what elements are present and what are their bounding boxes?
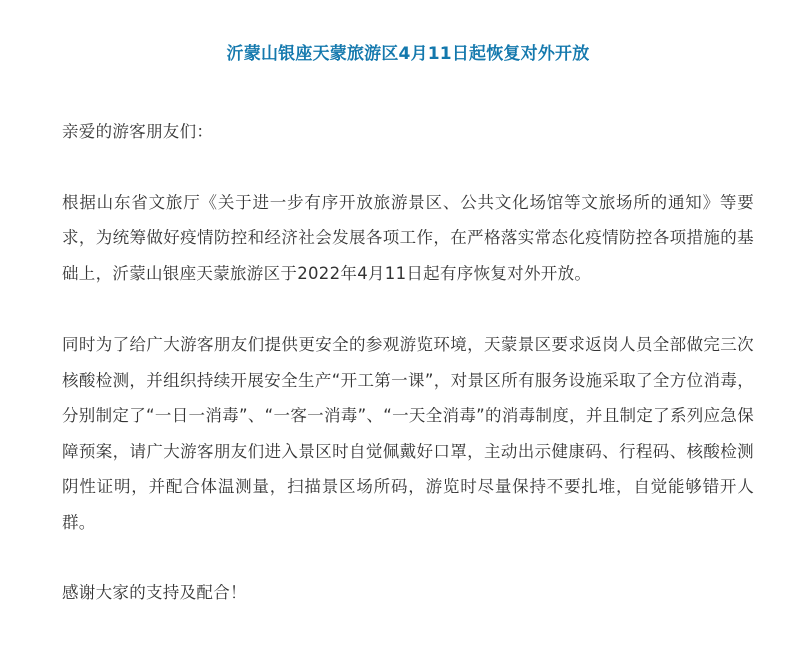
greeting: 亲爱的游客朋友们： bbox=[62, 122, 214, 141]
paragraph-safety-measures: 同时为了给广大游客朋友们提供更安全的参观游览环境，天蒙景区要求返岗人员全部做完三次核酸检测，并组织持续开展安全生产“开工第一课”，对景区所有服务设施采取了全方位消毒，分别制定了“一日一消毒”、“一客一消毒”、“一天全消毒”的消毒制度，并且制定了系列应急保障预案，请广大游客朋友们进入景区时自觉佩戴好口罩，主动出示健康码、行程码、核酸检测阴性证明，并配合体温测量，扫描景区场所码，游览时尽量保持不要扎堆，自觉能够错开人群。 bbox=[62, 335, 754, 532]
paragraph-reopening-notice: 根据山东省文旅厅《关于进一步有序开放旅游景区、公共文化场馆等文旅场所的通知》等要求，为统筹做好疫情防控和经济社会发展各项工作，在严格落实常态化疫情防控各项措施的基础上，沂蒙山银座天蒙旅游区于2022年4月11日起有序恢复对外开放。 bbox=[62, 192, 754, 283]
closing-thanks: 感谢大家的支持及配合！ bbox=[62, 583, 247, 602]
article bbox=[62, 0, 754, 611]
article-title: 沂蒙山银座天蒙旅游区4月11日起恢复对外开放 bbox=[226, 44, 590, 64]
